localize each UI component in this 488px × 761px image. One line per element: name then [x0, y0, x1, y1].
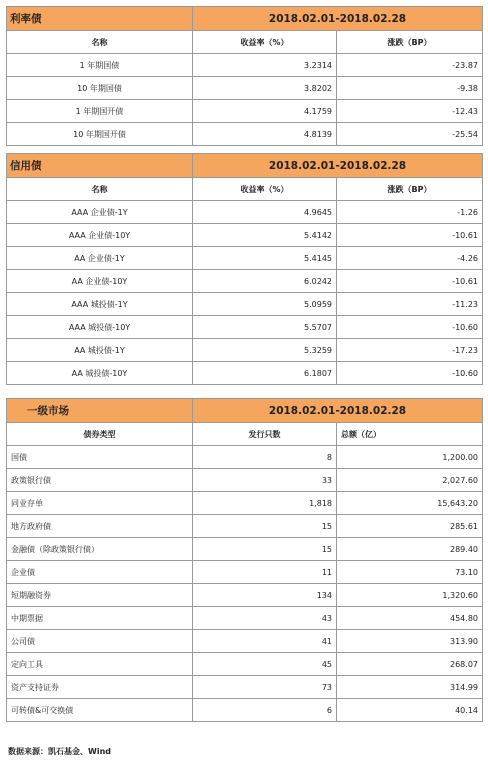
- bond-yield: 3.2314: [193, 54, 337, 77]
- bond-type: 可转债&可交换债: [7, 699, 193, 722]
- bond-yield: 5.4145: [193, 247, 337, 270]
- primary-market-title: 一级市场: [7, 399, 193, 423]
- credit-bonds-table: [6, 153, 483, 385]
- bond-yield: 5.5707: [193, 316, 337, 339]
- table-row: [7, 224, 483, 247]
- issue-total: 268.07: [337, 653, 483, 676]
- column-header-count: 发行只数: [193, 423, 337, 446]
- issue-count: 73: [193, 676, 337, 699]
- table-row: [7, 270, 483, 293]
- issue-count: 6: [193, 699, 337, 722]
- bond-name: AAA 企业债-1Y: [7, 201, 193, 224]
- bond-yield: 5.3259: [193, 339, 337, 362]
- bond-name: 10 年期国债: [7, 77, 193, 100]
- issue-count: 134: [193, 584, 337, 607]
- bond-name: AAA 城投债-10Y: [7, 316, 193, 339]
- bond-name: 1 年期国债: [7, 54, 193, 77]
- issue-count: 45: [193, 653, 337, 676]
- table-row: [7, 201, 483, 224]
- credit-bonds-period: 2018.02.01-2018.02.28: [193, 154, 483, 178]
- bond-change: -1.26: [337, 201, 483, 224]
- primary-market-period: 2018.02.01-2018.02.28: [193, 399, 483, 423]
- bond-change: -25.54: [337, 123, 483, 146]
- bond-change: -4.26: [337, 247, 483, 270]
- column-header-yield: 收益率（%）: [193, 31, 337, 54]
- issue-count: 8: [193, 446, 337, 469]
- bond-change: -11.23: [337, 293, 483, 316]
- bond-type: 中期票据: [7, 607, 193, 630]
- issue-total: 15,643.20: [337, 492, 483, 515]
- bond-type: 地方政府债: [7, 515, 193, 538]
- bond-yield: 4.9645: [193, 201, 337, 224]
- bond-name: AAA 城投债-1Y: [7, 293, 193, 316]
- bond-type: 政策银行债: [7, 469, 193, 492]
- rate-bonds-title: 利率债: [7, 7, 193, 31]
- issue-count: 33: [193, 469, 337, 492]
- table-row: [7, 561, 483, 584]
- bond-change: -10.61: [337, 270, 483, 293]
- issue-total: 314.99: [337, 676, 483, 699]
- table-row: [7, 630, 483, 653]
- table-row: [7, 316, 483, 339]
- bond-change: -10.60: [337, 316, 483, 339]
- bond-change: -23.87: [337, 54, 483, 77]
- primary-market-column-headers: [7, 423, 483, 446]
- issue-total: 289.40: [337, 538, 483, 561]
- table-row: [7, 469, 483, 492]
- table-row: [7, 538, 483, 561]
- issue-total: 1,200.00: [337, 446, 483, 469]
- bond-yield: 3.8202: [193, 77, 337, 100]
- bond-type: 企业债: [7, 561, 193, 584]
- issue-count: 41: [193, 630, 337, 653]
- table-row: [7, 54, 483, 77]
- bond-type: 公司债: [7, 630, 193, 653]
- issue-total: 454.80: [337, 607, 483, 630]
- bond-type: 金融债（除政策银行债）: [7, 538, 193, 561]
- bond-name: AA 城投债-10Y: [7, 362, 193, 385]
- bond-name: 1 年期国开债: [7, 100, 193, 123]
- issue-count: 43: [193, 607, 337, 630]
- bond-type: 短期融资券: [7, 584, 193, 607]
- column-header-change: 涨跌（BP）: [337, 31, 483, 54]
- table-row: [7, 100, 483, 123]
- column-header-yield: 收益率（%）: [193, 178, 337, 201]
- bond-change: -12.43: [337, 100, 483, 123]
- credit-bonds-section-header: [7, 154, 483, 178]
- issue-total: 313.90: [337, 630, 483, 653]
- bond-change: -10.61: [337, 224, 483, 247]
- issue-count: 1,818: [193, 492, 337, 515]
- table-row: [7, 584, 483, 607]
- table-row: [7, 699, 483, 722]
- table-row: [7, 607, 483, 630]
- column-header-name: 名称: [7, 31, 193, 54]
- bond-change: -9.38: [337, 77, 483, 100]
- rate-bonds-section-header: [7, 7, 483, 31]
- primary-market-section-header: [7, 399, 483, 423]
- bond-name: AA 城投债-1Y: [7, 339, 193, 362]
- data-source-note: 数据来源：凯石基金、Wind: [8, 747, 111, 756]
- bond-type: 资产支持证券: [7, 676, 193, 699]
- rate-bonds-column-headers: [7, 31, 483, 54]
- table-row: [7, 339, 483, 362]
- issue-total: 2,027.60: [337, 469, 483, 492]
- column-header-change: 涨跌（BP）: [337, 178, 483, 201]
- table-row: [7, 653, 483, 676]
- issue-total: 40.14: [337, 699, 483, 722]
- bond-yield: 4.1759: [193, 100, 337, 123]
- table-row: [7, 676, 483, 699]
- bond-type: 定向工具: [7, 653, 193, 676]
- table-row: [7, 77, 483, 100]
- bond-name: AA 企业债-10Y: [7, 270, 193, 293]
- primary-market-table: [6, 398, 483, 722]
- table-row: [7, 446, 483, 469]
- bond-yield: 6.1807: [193, 362, 337, 385]
- credit-bonds-title: 信用债: [7, 154, 193, 178]
- table-row: [7, 123, 483, 146]
- bond-yield: 5.4142: [193, 224, 337, 247]
- bond-yield: 5.0959: [193, 293, 337, 316]
- credit-bonds-column-headers: [7, 178, 483, 201]
- bond-type: 同业存单: [7, 492, 193, 515]
- issue-total: 73.10: [337, 561, 483, 584]
- bond-change: -17.23: [337, 339, 483, 362]
- bond-yield: 4.8139: [193, 123, 337, 146]
- bond-name: AA 企业债-1Y: [7, 247, 193, 270]
- table-row: [7, 293, 483, 316]
- bond-change: -10.60: [337, 362, 483, 385]
- table-row: [7, 362, 483, 385]
- issue-total: 1,320.60: [337, 584, 483, 607]
- issue-total: 285.61: [337, 515, 483, 538]
- table-row: [7, 515, 483, 538]
- column-header-type: 债券类型: [7, 423, 193, 446]
- issue-count: 11: [193, 561, 337, 584]
- rate-bonds-period: 2018.02.01-2018.02.28: [193, 7, 483, 31]
- issue-count: 15: [193, 515, 337, 538]
- bond-name: AAA 企业债-10Y: [7, 224, 193, 247]
- column-header-total: 总额（亿）: [337, 423, 483, 446]
- column-header-name: 名称: [7, 178, 193, 201]
- table-row: [7, 247, 483, 270]
- rate-bonds-table: [6, 6, 483, 146]
- table-row: [7, 492, 483, 515]
- bond-type: 国债: [7, 446, 193, 469]
- issue-count: 15: [193, 538, 337, 561]
- bond-name: 10 年期国开债: [7, 123, 193, 146]
- bond-yield: 6.0242: [193, 270, 337, 293]
